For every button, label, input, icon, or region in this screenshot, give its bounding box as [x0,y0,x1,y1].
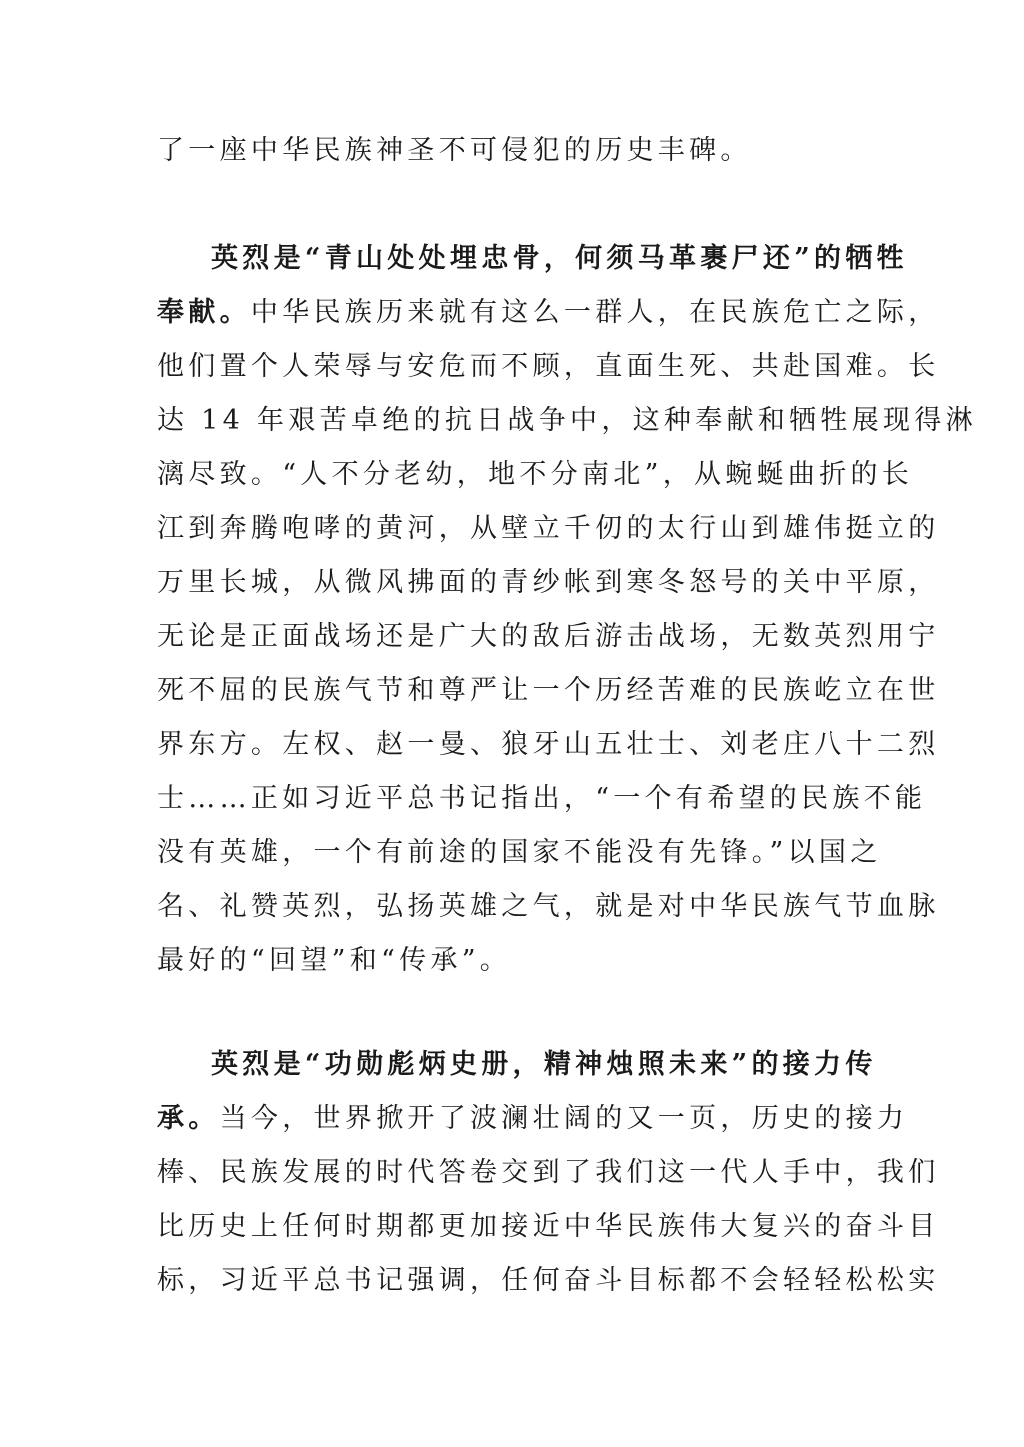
paragraph-2-line-14: 最好的“回望”和“传承”。 [157,945,512,976]
paragraph-2-line-3: 他们置个人荣辱与安危而不顾，直面生死、共赴国难。长 [157,351,940,382]
paragraph-2-heading-line-1: 英烈是“青山处处埋忠骨，何须马革裹尸还”的牺牲 [211,243,908,274]
paragraph-2-heading-tail: 奉献。 [157,297,251,328]
paragraph-3-line-3: 棒、民族发展的时代答卷交到了我们这一代人手中，我们 [157,1157,940,1188]
paragraph-2-line-13: 名、礼赞英烈，弘扬英雄之气，就是对中华民族气节血脉 [157,891,940,922]
paragraph-1-line-1: 了一座中华民族神圣不可侵犯的历史丰碑。 [157,135,752,166]
paragraph-3-heading-tail: 承。 [157,1103,220,1134]
paragraph-2-line-8: 无论是正面战场还是广大的敌后游击战场，无数英烈用宁 [157,621,940,652]
paragraph-2-line-10: 界东方。左权、赵一曼、狼牙山五壮士、刘老庄八十二烈 [157,729,940,760]
paragraph-2-line-12: 没有英雄，一个有前途的国家不能没有先锋。”以国之 [157,837,882,868]
paragraph-3-line-2 [157,1101,909,1137]
paragraph-2-line-5: 漓尽致。“人不分老幼，地不分南北”，从蜿蜒曲折的长 [157,459,914,490]
paragraph-2-line-7: 万里长城，从微风拂面的青纱帐到寒冬怒号的关中平原， [157,567,940,598]
paragraph-2-line-2 [157,295,940,331]
paragraph-2-line-4: 达 14 年艰苦卓绝的抗日战争中，这种奉献和牺牲展现得淋 [157,405,977,436]
paragraph-3-heading-line-1: 英烈是“功勋彪炳史册，精神烛照未来”的接力传 [211,1049,877,1080]
paragraph-3-line-2-text: 当今，世界掀开了波澜壮阔的又一页，历史的接力 [219,1103,909,1134]
paragraph-2-line-9: 死不屈的民族气节和尊严让一个历经苦难的民族屹立在世 [157,675,940,706]
paragraph-2-line-2-text: 中华民族历来就有这么一群人，在民族危亡之际， [250,297,940,328]
paragraph-3-line-5: 标，习近平总书记强调，任何奋斗目标都不会轻轻松松实 [157,1265,940,1296]
paragraph-2-line-11: 士……正如习近平总书记指出，“一个有希望的民族不能 [157,783,927,814]
paragraph-2-line-6: 江到奔腾咆哮的黄河，从壁立千仞的太行山到雄伟挺立的 [157,513,940,544]
paragraph-3-line-4: 比历史上任何时期都更加接近中华民族伟大复兴的奋斗目 [157,1211,940,1242]
